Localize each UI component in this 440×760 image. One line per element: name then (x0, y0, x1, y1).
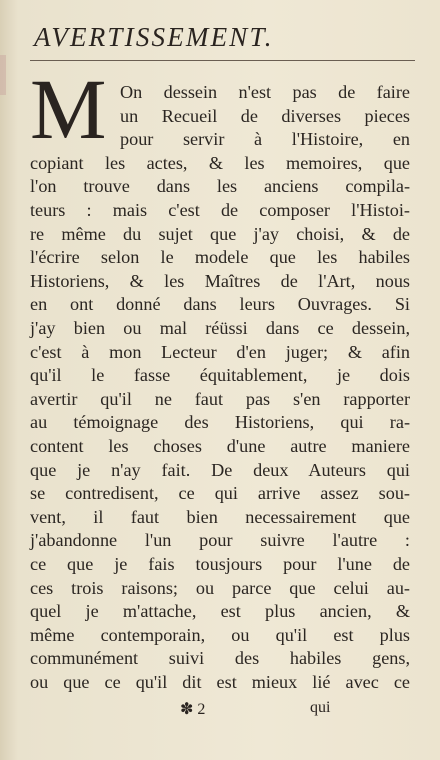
signature-mark: ✽ 2 (180, 701, 206, 718)
text-line: au témoignage des Historiens, qui ra- (30, 412, 410, 433)
text-line: teurs : mais c'est de composer l'Histoi- (30, 200, 410, 220)
text-line: ou que ce qu'il dit est mieux lié avec ce (30, 672, 410, 692)
text-line: ce que je fais tousjours pour l'une de (30, 554, 410, 574)
text-line: avertir qu'il ne faut pas s'en rapporter (30, 388, 410, 409)
text-line: c'est à mon Lecteur d'en juger; & afin (30, 341, 410, 362)
text-line: même contemporain, ou qu'il est plus (30, 624, 410, 645)
text-line: en ont donné dans leurs Ouvrages. Si (30, 294, 410, 315)
text-line: j'abandonne l'un pour suivre l'autre : (30, 530, 410, 551)
text-line: l'écrire selon le modele que les habiles (30, 247, 410, 268)
text-line: re même du sujet que j'ay choisi, & de (30, 223, 410, 244)
text-line: vent, il faut bien necessairement que (30, 506, 410, 527)
text-line: pour servir à l'Histoire, en (120, 129, 410, 150)
text-line: ces trois raisons; ou parce que celui au- (30, 577, 410, 598)
text-line: que je n'ay fait. De deux Auteurs qui (30, 459, 410, 480)
text-line: On dessein n'est pas de faire (120, 82, 410, 102)
text-line: Historiens, & les Maîtres de l'Art, nous (30, 270, 410, 291)
text-line: content les choses d'une autre maniere (30, 436, 410, 456)
text-line: j'ay bien ou mal réüssi dans ce dessein, (30, 318, 410, 338)
text-line: copiant les actes, & les memoires, que (30, 152, 410, 173)
drop-cap: M (30, 61, 107, 157)
page-edge-stain (0, 55, 6, 95)
text-line: communément suivi des habiles gens, (30, 648, 410, 669)
text-line: l'on trouve dans les anciens compila- (30, 176, 410, 197)
catchword: qui (310, 699, 331, 716)
text-line: se contredisent, ce qui arrive assez sou- (30, 483, 410, 504)
text-line: qu'il le fasse équitablement, je dois (30, 365, 410, 386)
page-heading: AVERTISSEMENT. (34, 22, 274, 52)
text-line: quel je m'attache, est plus ancien, & (30, 601, 410, 622)
text-line: un Recueil de diverses pieces (120, 105, 410, 126)
